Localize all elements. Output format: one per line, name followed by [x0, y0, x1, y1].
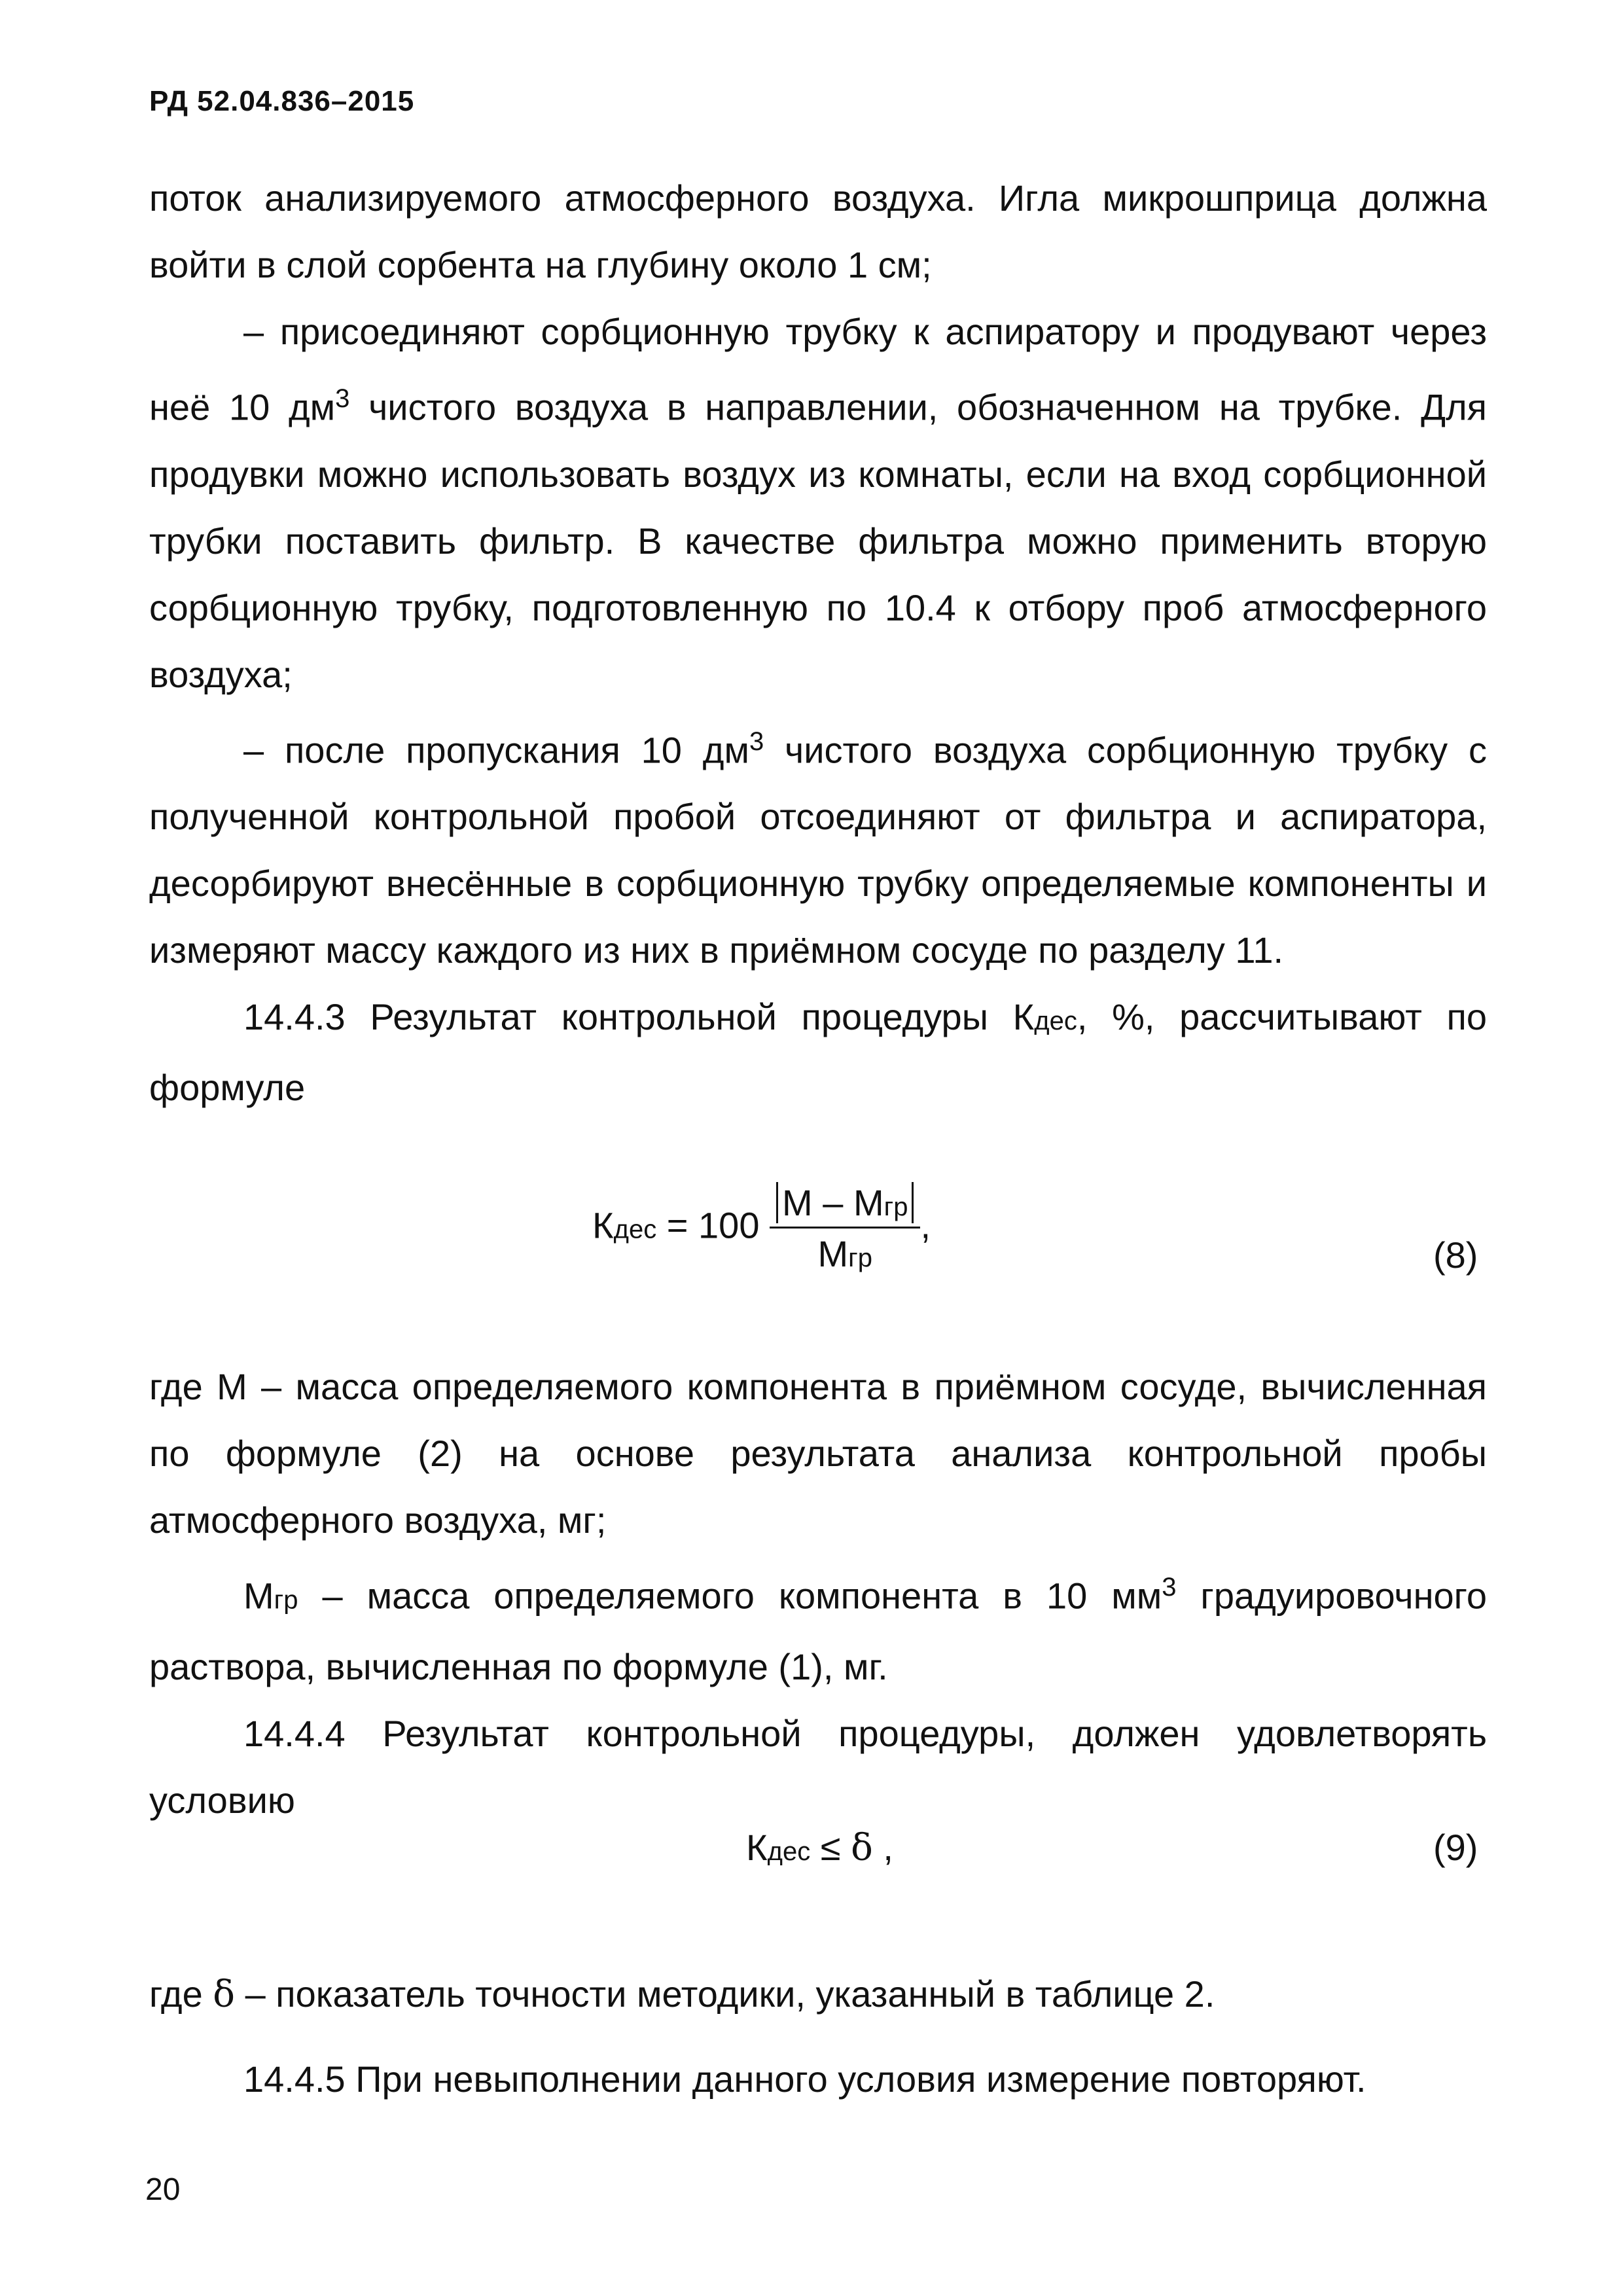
formula-8-fraction: $\frac{\text{М – Мгр}}{\text{Мгр}}$	[770, 1181, 920, 1275]
paragraph-dash-2: – после пропускания 10 $дм^3$ чистого воздуха сорбционную трубку с полученной контрольной пробой отсоединяют от фильтра и аспиратора, десорбируют внесённые в сорбционную трубку определяемые компоненты и измеряют массу каждого из них в приёмном сосуде по разделу 11.	[149, 726, 1487, 971]
text-block-4	[149, 2046, 1487, 2113]
document-code-header: РД 52.04.836–2015	[149, 85, 415, 117]
formula-9: Кдес ≤ δ ,	[746, 1827, 893, 1869]
formula-9-number: (9)	[1433, 1827, 1478, 1868]
paragraph-14-4-5: 14.4.5 При невыполнении данного условия измерение повторяют.	[243, 2058, 1366, 2100]
text-block-3	[149, 1961, 1487, 2028]
formula-8-number: (8)	[1433, 1234, 1478, 1276]
page-number: 20	[145, 2172, 181, 2207]
paragraph-where-m: где М – масса определяемого компонента в приёмном сосуде, вычисленная по формуле (2) на основе результата анализа контрольной пробы атмосферного воздуха, мг;	[149, 1366, 1487, 1541]
formula-8: Кдес = 100 $\frac{\text{М – Мгр}}{\text{Мгр}}$ ,	[592, 1182, 931, 1274]
text-block-2	[149, 1354, 1487, 1834]
paragraph-14-4-3: 14.4.3 Результат контрольной процедуры Кдес, %, рассчитывают по формуле	[149, 996, 1487, 1109]
paragraph-14-4-4: 14.4.4 Результат контрольной процедуры, должен удовлетворять условию	[149, 1712, 1487, 1821]
paragraph-where-delta: где δ – показатель точности методики, указанный в таблице 2.	[149, 1973, 1215, 2016]
paragraph-continuation: поток анализируемого атмосферного воздуха. Игла микрошприца должна войти в слой сорбента на глубину около 1 см;	[149, 177, 1487, 285]
paragraph-where-mgr: Мгр – масса определяемого компонента в 10 $мм^3$ градуировочного раствора, вычисленная по формуле (1), мг.	[149, 1573, 1488, 1687]
paragraph-dash-1: – присоединяют сорбционную трубку к аспиратору и продувают через неё 10 $дм^3$ чистого воздуха в направлении, обозначенном на трубке. Для продувки можно использовать воздух из комнаты, если на вход сорбционной трубки поставить фильтр. В качестве фильтра можно применить вторую сорбционную трубку, подготовленную по 10.4 к отбору проб атмосферного воздуха;	[149, 311, 1487, 695]
text-block-1	[149, 165, 1487, 1121]
